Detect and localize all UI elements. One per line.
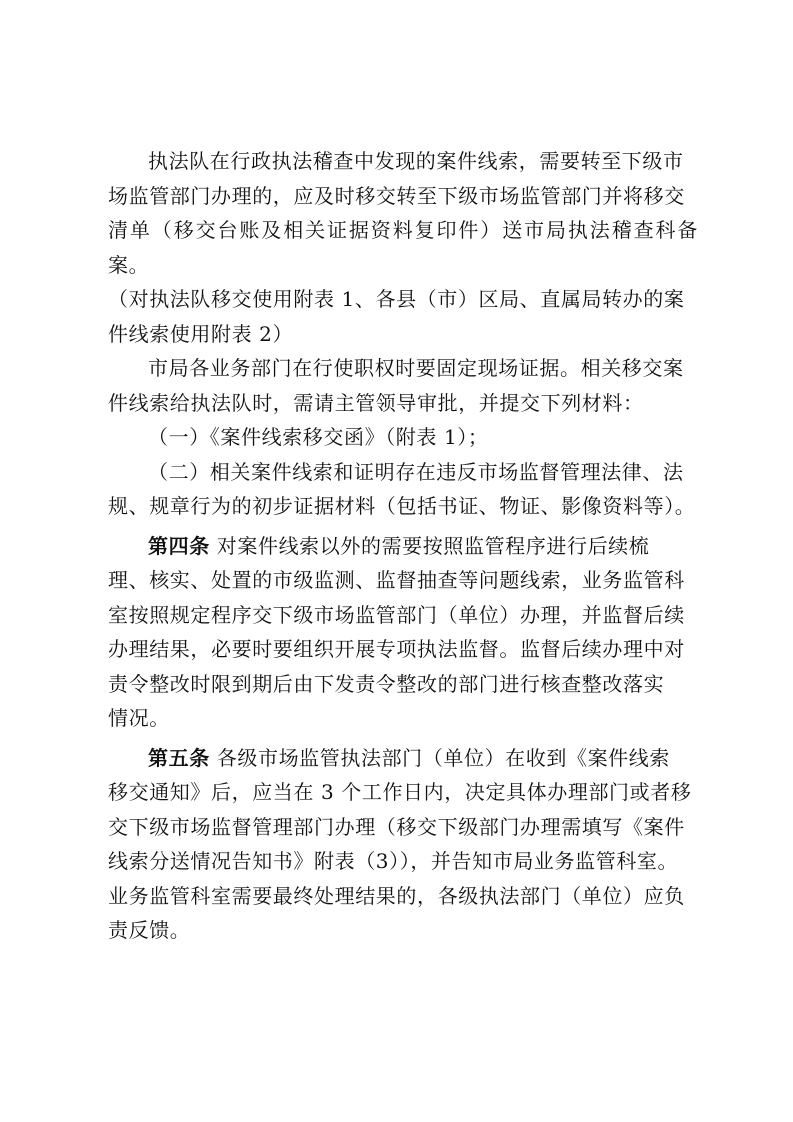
text-line: 线索分送情况告知书》附表（3）），并告知市局业务监管科室。	[108, 849, 679, 873]
text-line: 场监管部门办理的，应及时移交转至下级市场监管部门并将移交	[108, 183, 685, 208]
paragraph-business-departments	[108, 351, 698, 420]
text-line: 规、规章行为的初步证据材料（包括书证、物证、影像资料等）。	[108, 494, 696, 518]
paragraph-case-clue-transfer	[108, 144, 698, 351]
text-line: 理、核实、处置的市级监测、监督抽查等问题线索，业务监管科	[108, 568, 685, 592]
list-item-one	[108, 420, 698, 455]
text-line: 执法队在行政执法稽查中发现的案件线索，需要转至下级市	[148, 149, 684, 173]
text-line: 责令整改时限到期后由下发责令整改的部门进行核查整改落实	[108, 671, 665, 696]
text-line: 移交通知》后，应当在 3 个工作日内，决定具体办理部门或者移	[108, 780, 692, 804]
text-line: 责反馈。	[108, 918, 191, 942]
article-five	[108, 741, 698, 948]
text-line: 交下级市场监督管理部门办理（移交下级部门办理需填写《案件	[108, 814, 685, 839]
article-four	[108, 529, 698, 736]
text-line: 业务监管科室需要最终处理结果的，各级执法部门（单位）应负	[108, 883, 685, 908]
text-line: 办理结果，必要时要组织开展专项执法监督。监督后续办理中对	[108, 637, 685, 661]
article-four-heading: 第四条	[148, 533, 210, 558]
text-line: 情况。	[108, 706, 170, 730]
text-line: 清单（移交台账及相关证据资料复印件）送市局执法稽查科备案。	[108, 218, 698, 277]
article-four-text: 对案件线索以外的需要按照监管程序进行后续梳	[209, 533, 650, 558]
text-line: （二）相关案件线索和证明存在违反市场监督管理法律、法	[148, 459, 684, 484]
text-line: 件线索使用附表 2）	[108, 321, 294, 346]
text-line: （一）《案件线索移交函》（附表 1）；	[148, 425, 489, 449]
text-line: 件线索给执法队时，需请主管领导审批，并提交下列材料：	[108, 390, 644, 415]
text-line: （对执法队移交使用附表 1、各县（市）区局、直属局转办的案	[108, 287, 685, 311]
list-item-two	[108, 455, 698, 524]
article-five-heading: 第五条	[148, 745, 210, 770]
text-line: 市局各业务部门在行使职权时要固定现场证据。相关移交案	[148, 356, 684, 380]
article-five-text: 各级市场监管执法部门（单位）在收到《案件线索	[209, 745, 670, 770]
text-line	[108, 529, 698, 564]
document-page	[108, 144, 698, 948]
text-line	[108, 741, 698, 776]
text-line: 室按照规定程序交下级市场监管部门（单位）办理，并监督后续	[108, 602, 685, 627]
